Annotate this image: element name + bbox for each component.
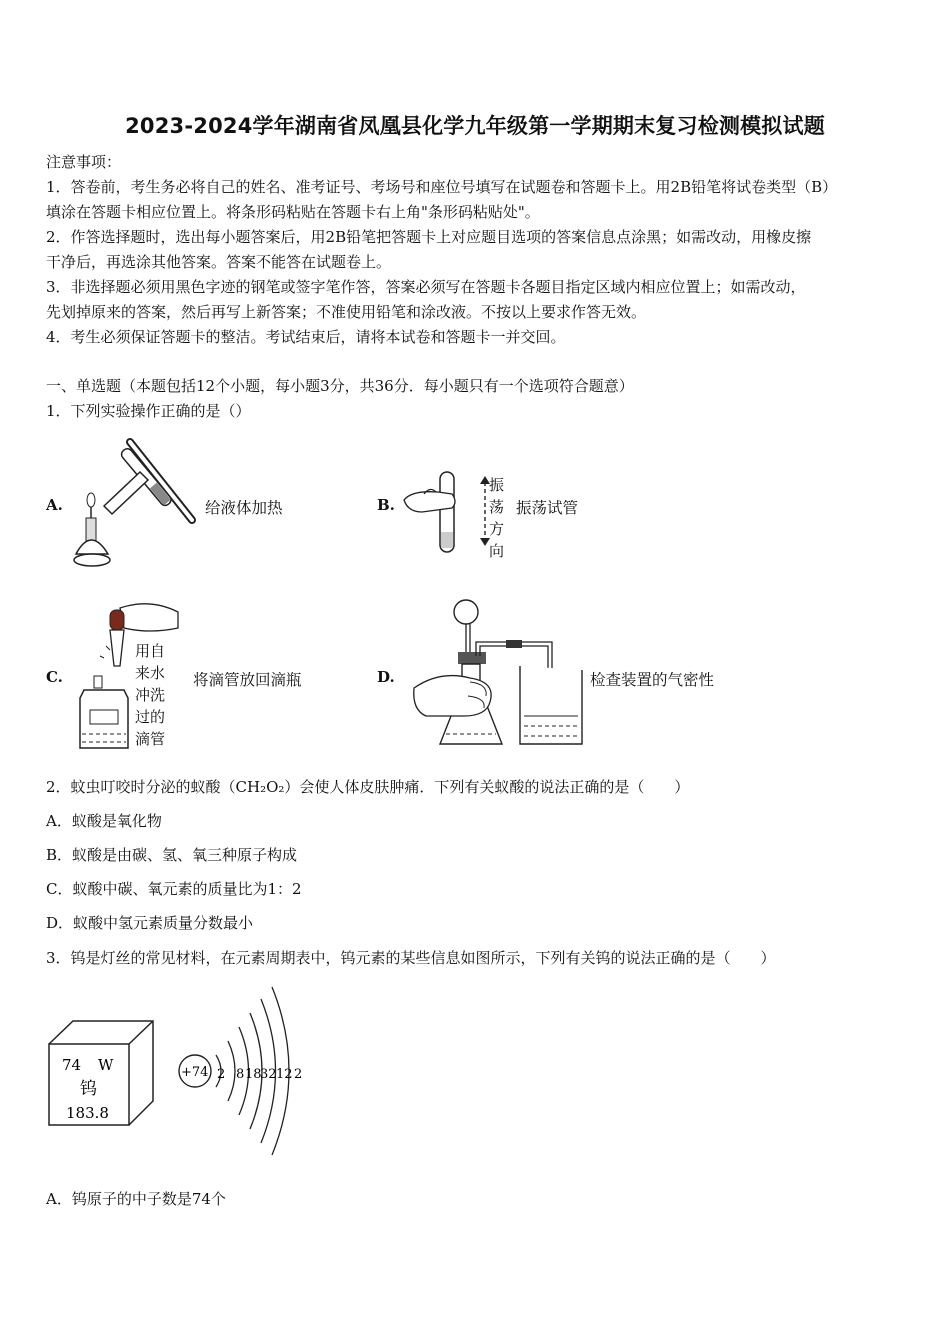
notes-line: 1．答卷前，考生务必将自己的姓名、准考证号、考场号和座位号填写在试题卷和答题卡上。用2B铅笔将试卷类型（B） bbox=[46, 178, 838, 196]
q2-option-d: D．蚁酸中氢元素质量分数最小 bbox=[46, 914, 254, 932]
section-heading: 一、单选题（本题包括12个小题，每小题3分，共36分．每小题只有一个选项符合题意） bbox=[46, 377, 634, 395]
notes-line: 2．作答选择题时，选出每小题答案后，用2B铅笔把答题卡上对应题目选项的答案信息点涂黑；如需改动，用橡皮擦 bbox=[46, 228, 812, 246]
dropper-note: 用自 来水 冲洗 过的 滴管 bbox=[135, 642, 166, 748]
q1-option-b-text: 振荡试管 bbox=[516, 499, 579, 517]
q1-option-a-label: A. bbox=[46, 496, 63, 514]
q2-option-c: C．蚁酸中碳、氧元素的质量比为1：2 bbox=[46, 880, 302, 898]
shell-electrons: 8 bbox=[236, 1067, 245, 1082]
q1-option-c-label: C. bbox=[46, 668, 63, 686]
page-title: 2023-2024学年湖南省凤凰县化学九年级第一学期期末复习检测模拟试题 bbox=[125, 114, 825, 138]
notes-heading: 注意事项： bbox=[46, 153, 122, 171]
q2-option-a: A．蚁酸是氧化物 bbox=[46, 812, 162, 830]
question-1-stem: 1．下列实验操作正确的是（） bbox=[46, 402, 251, 420]
element-number: 74 bbox=[62, 1056, 82, 1074]
shell-electrons: 2 bbox=[294, 1067, 303, 1082]
notes bbox=[46, 150, 908, 350]
notes-line: 4．考生必须保证答题卡的整洁。考试结束后，请将本试卷和答题卡一并交回。 bbox=[46, 328, 566, 346]
notes-line: 填涂在答题卡相应位置上。将条形码粘贴在答题卡右上角"条形码粘贴处"。 bbox=[46, 203, 540, 221]
notes-line: 先划掉原来的答案，然后再写上新答案；不准使用铅笔和涂改液。不按以上要求作答无效。 bbox=[46, 303, 647, 321]
q1-option-c-text: 将滴管放回滴瓶 bbox=[193, 671, 302, 689]
q2-option-b: B．蚁酸是由碳、氢、氧三种原子构成 bbox=[46, 846, 298, 864]
element-cell-figure bbox=[46, 1018, 156, 1128]
shaking-tube-figure bbox=[402, 470, 482, 560]
q3-option-a: A．钨原子的中子数是74个 bbox=[46, 1190, 226, 1208]
q1-option-d-text: 检查装置的气密性 bbox=[590, 671, 715, 689]
question-3-stem: 3．钨是灯丝的常见材料，在元素周期表中，钨元素的某些信息如图所示，下列有关钨的说法正确的是（ ） bbox=[46, 949, 776, 967]
shell-electrons: 18 bbox=[245, 1067, 262, 1082]
shake-direction-label: 振 荡 方 向 bbox=[489, 476, 505, 560]
notes-line: 3．非选择题必须用黑色字迹的钢笔或签字笔作答，答案必须写在答题卡各题目指定区域内相应位置上；如需改动， bbox=[46, 278, 806, 296]
shell-electrons: 12 bbox=[276, 1067, 293, 1082]
shell-electrons: 32 bbox=[260, 1067, 277, 1082]
shell-electrons: 2 bbox=[217, 1067, 226, 1082]
element-symbol: W bbox=[98, 1056, 114, 1074]
question-2-stem: 2．蚊虫叮咬时分泌的蚁酸（CH₂O₂）会使人体皮肤肿痛．下列有关蚁酸的说法正确的是（ ） bbox=[46, 778, 690, 796]
q1-option-d-label: D. bbox=[377, 668, 395, 686]
nucleus-charge: +74 bbox=[181, 1065, 209, 1080]
airtightness-apparatus-figure bbox=[410, 598, 590, 748]
q1-option-a-text: 给液体加热 bbox=[205, 499, 283, 517]
element-name: 钨 bbox=[80, 1079, 97, 1099]
heating-liquid-figure bbox=[74, 436, 204, 571]
q1-option-b-label: B. bbox=[377, 496, 395, 514]
notes-line: 干净后，再选涂其他答案。答案不能答在试题卷上。 bbox=[46, 253, 392, 271]
atom-structure-figure bbox=[176, 985, 316, 1157]
element-mass: 183.8 bbox=[66, 1104, 109, 1122]
